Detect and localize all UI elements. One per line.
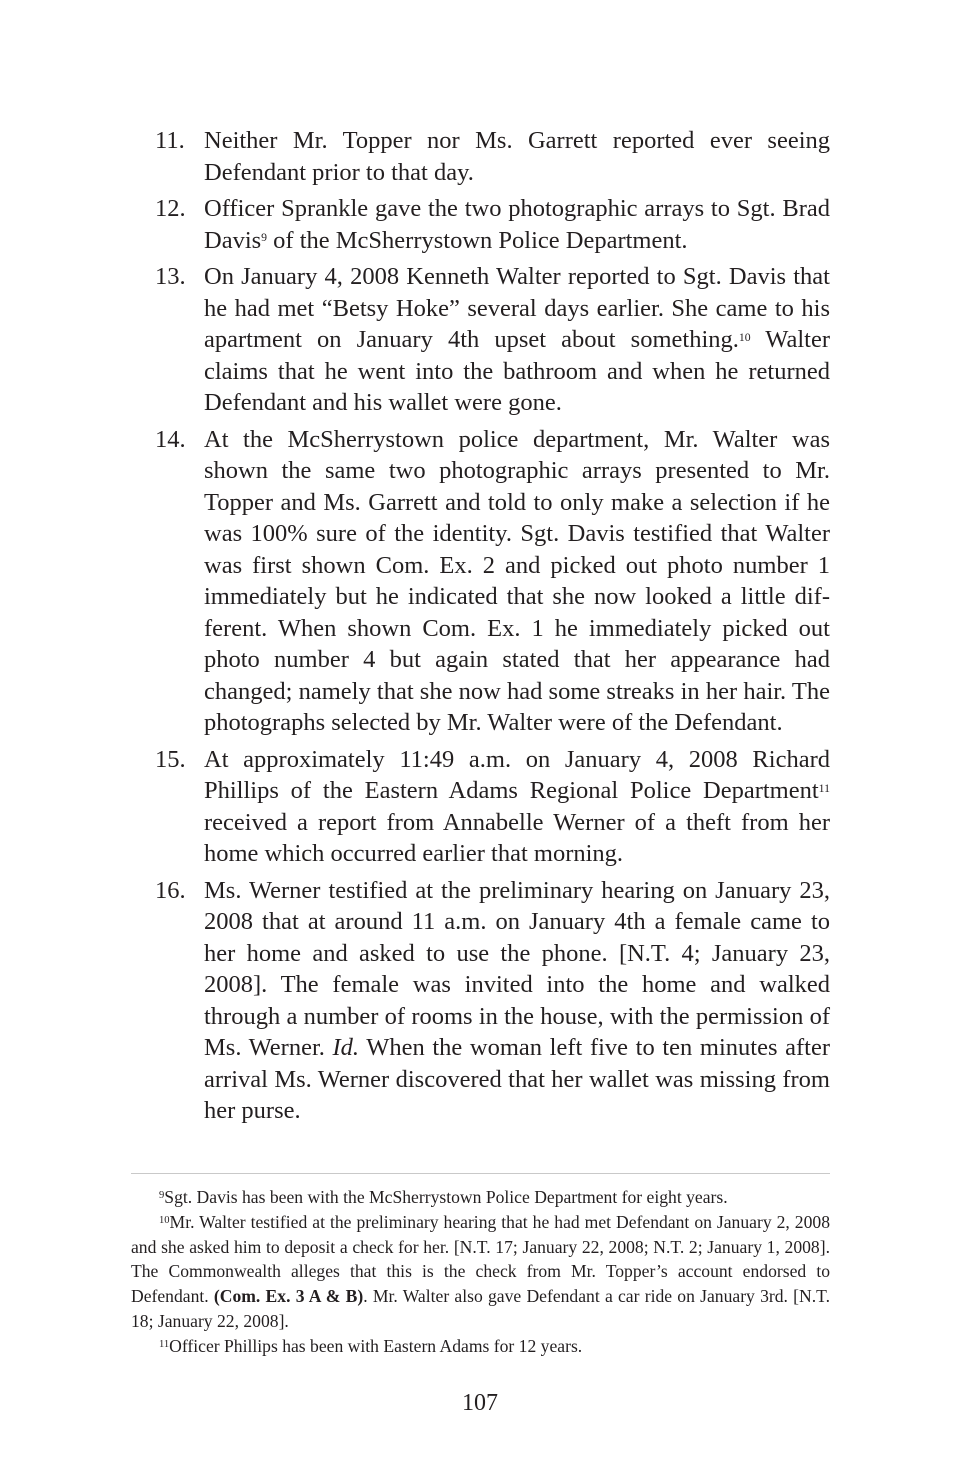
item-number: 12. [155, 195, 186, 222]
footnote-text: Officer Phillips has been with Eastern Adams for 12 years. [169, 1335, 583, 1356]
item-text-part: When the woman left five to ten minutes after arrival Ms. Werner discovered that her wallet was missing from her purse. [204, 1034, 830, 1124]
item-text [204, 424, 830, 739]
footnote-divider [131, 1173, 830, 1174]
footnotes [131, 1185, 830, 1359]
list-item [155, 424, 830, 739]
item-text-part: Neither Mr. Topper nor Ms. Garrett reported ever seeing Defendant prior to that day. [204, 127, 830, 186]
item-text [204, 875, 830, 1127]
item-text [204, 261, 830, 419]
list-item [155, 193, 830, 256]
item-text [204, 125, 830, 188]
footnote-reference: 9 [261, 231, 268, 245]
footnote-reference: 11 [818, 781, 830, 795]
page-number: 107 [462, 1390, 498, 1416]
footnote-reference: 10 [738, 330, 751, 344]
item-text-part: Officer Sprankle gave the two photographic arrays to Sgt. Brad Davis [204, 195, 830, 254]
footnote [131, 1185, 830, 1210]
item-number: 14. [155, 425, 186, 453]
item-text-part: At the McSherrystown police department, Mr. Walter was shown the same two photographic arrays presented to Mr. Topper and Ms. Garrett and told to only make a selection if he was 100% sure of the identity. Sgt. Davis testified that Walter was first shown Com. Ex. 2 and picked out photo number 1 immediately but he indicated that she now looked a little different. When shown Com. Ex. 1 he immediately picked out photo number 4 but again stated that her appearance had changed; namely that she now had some streaks in her hair. The photographs selected by Mr. Walter were of the Defendant. [204, 425, 830, 736]
list-item [155, 261, 830, 419]
footnote-text: . Mr. Walter also gave Defendant a car ride on January 3rd. [N.T. 18; January 22, 2008]. [131, 1286, 830, 1331]
item-number: 11. [155, 127, 185, 154]
list-item [155, 125, 830, 188]
item-number: 13. [155, 263, 186, 290]
item-text-part: On January 4, 2008 Kenneth Walter reported to Sgt. Davis that he had met “Betsy Hoke” several days earlier. She came to his apartment on January 4th upset about something. [204, 263, 830, 353]
footnote-text: Sgt. Davis has been with the McSherrystown Police Department for eight years. [164, 1187, 728, 1207]
item-number: 16. [155, 876, 186, 904]
list-item [155, 875, 830, 1127]
item-text [204, 193, 830, 256]
item-text-part: Ms. Werner testified at the preliminary hearing on January 23, 2008 that at around 11 a.m. on January 4th a female came to her home and asked to use the phone. [N.T. 4; January 23, 2008]. The female was invited into the home and walked through a number of rooms in the house, with the permission of Ms. Werner. [204, 876, 830, 1061]
item-number: 15. [155, 745, 186, 773]
item-text-part: of the McSherrystown Police Department. [267, 226, 688, 254]
footnote [131, 1210, 830, 1334]
footnote [131, 1334, 830, 1359]
list-item [155, 744, 830, 870]
item-text-part: received a report from Annabelle Werner of a theft from her home which occurred earlier that morning. [204, 808, 830, 867]
footnote-marker: 11 [159, 1339, 170, 1351]
item-text-part: Walter claims that he went into the bathroom and when he returned Defendant and his wallet were gone. [204, 326, 830, 416]
exhibit-reference: (Com. Ex. 3 A & B) [213, 1286, 364, 1307]
item-text [204, 744, 830, 870]
item-text-part: At approximately 11:49 a.m. on January 4, 2008 Richard Phillips of the Eastern Adams Regional Police Department [204, 745, 830, 804]
footnote-marker: 9 [159, 1190, 165, 1202]
numbered-findings-list [155, 125, 830, 1132]
footnote-marker: 10 [159, 1215, 170, 1227]
footnote-text: Mr. Walter testified at the preliminary hearing that he had met Defendant on January 2, 2008 and she asked him to deposit a check for her. [N.T. 17; January 22, 2008; N.T. 2; January 1, 2008]. The Commonwealth alleges that this is the check from Mr. Topper’s account endorsed to Defendant. [131, 1211, 830, 1307]
citation-id: Id. [332, 1034, 360, 1061]
